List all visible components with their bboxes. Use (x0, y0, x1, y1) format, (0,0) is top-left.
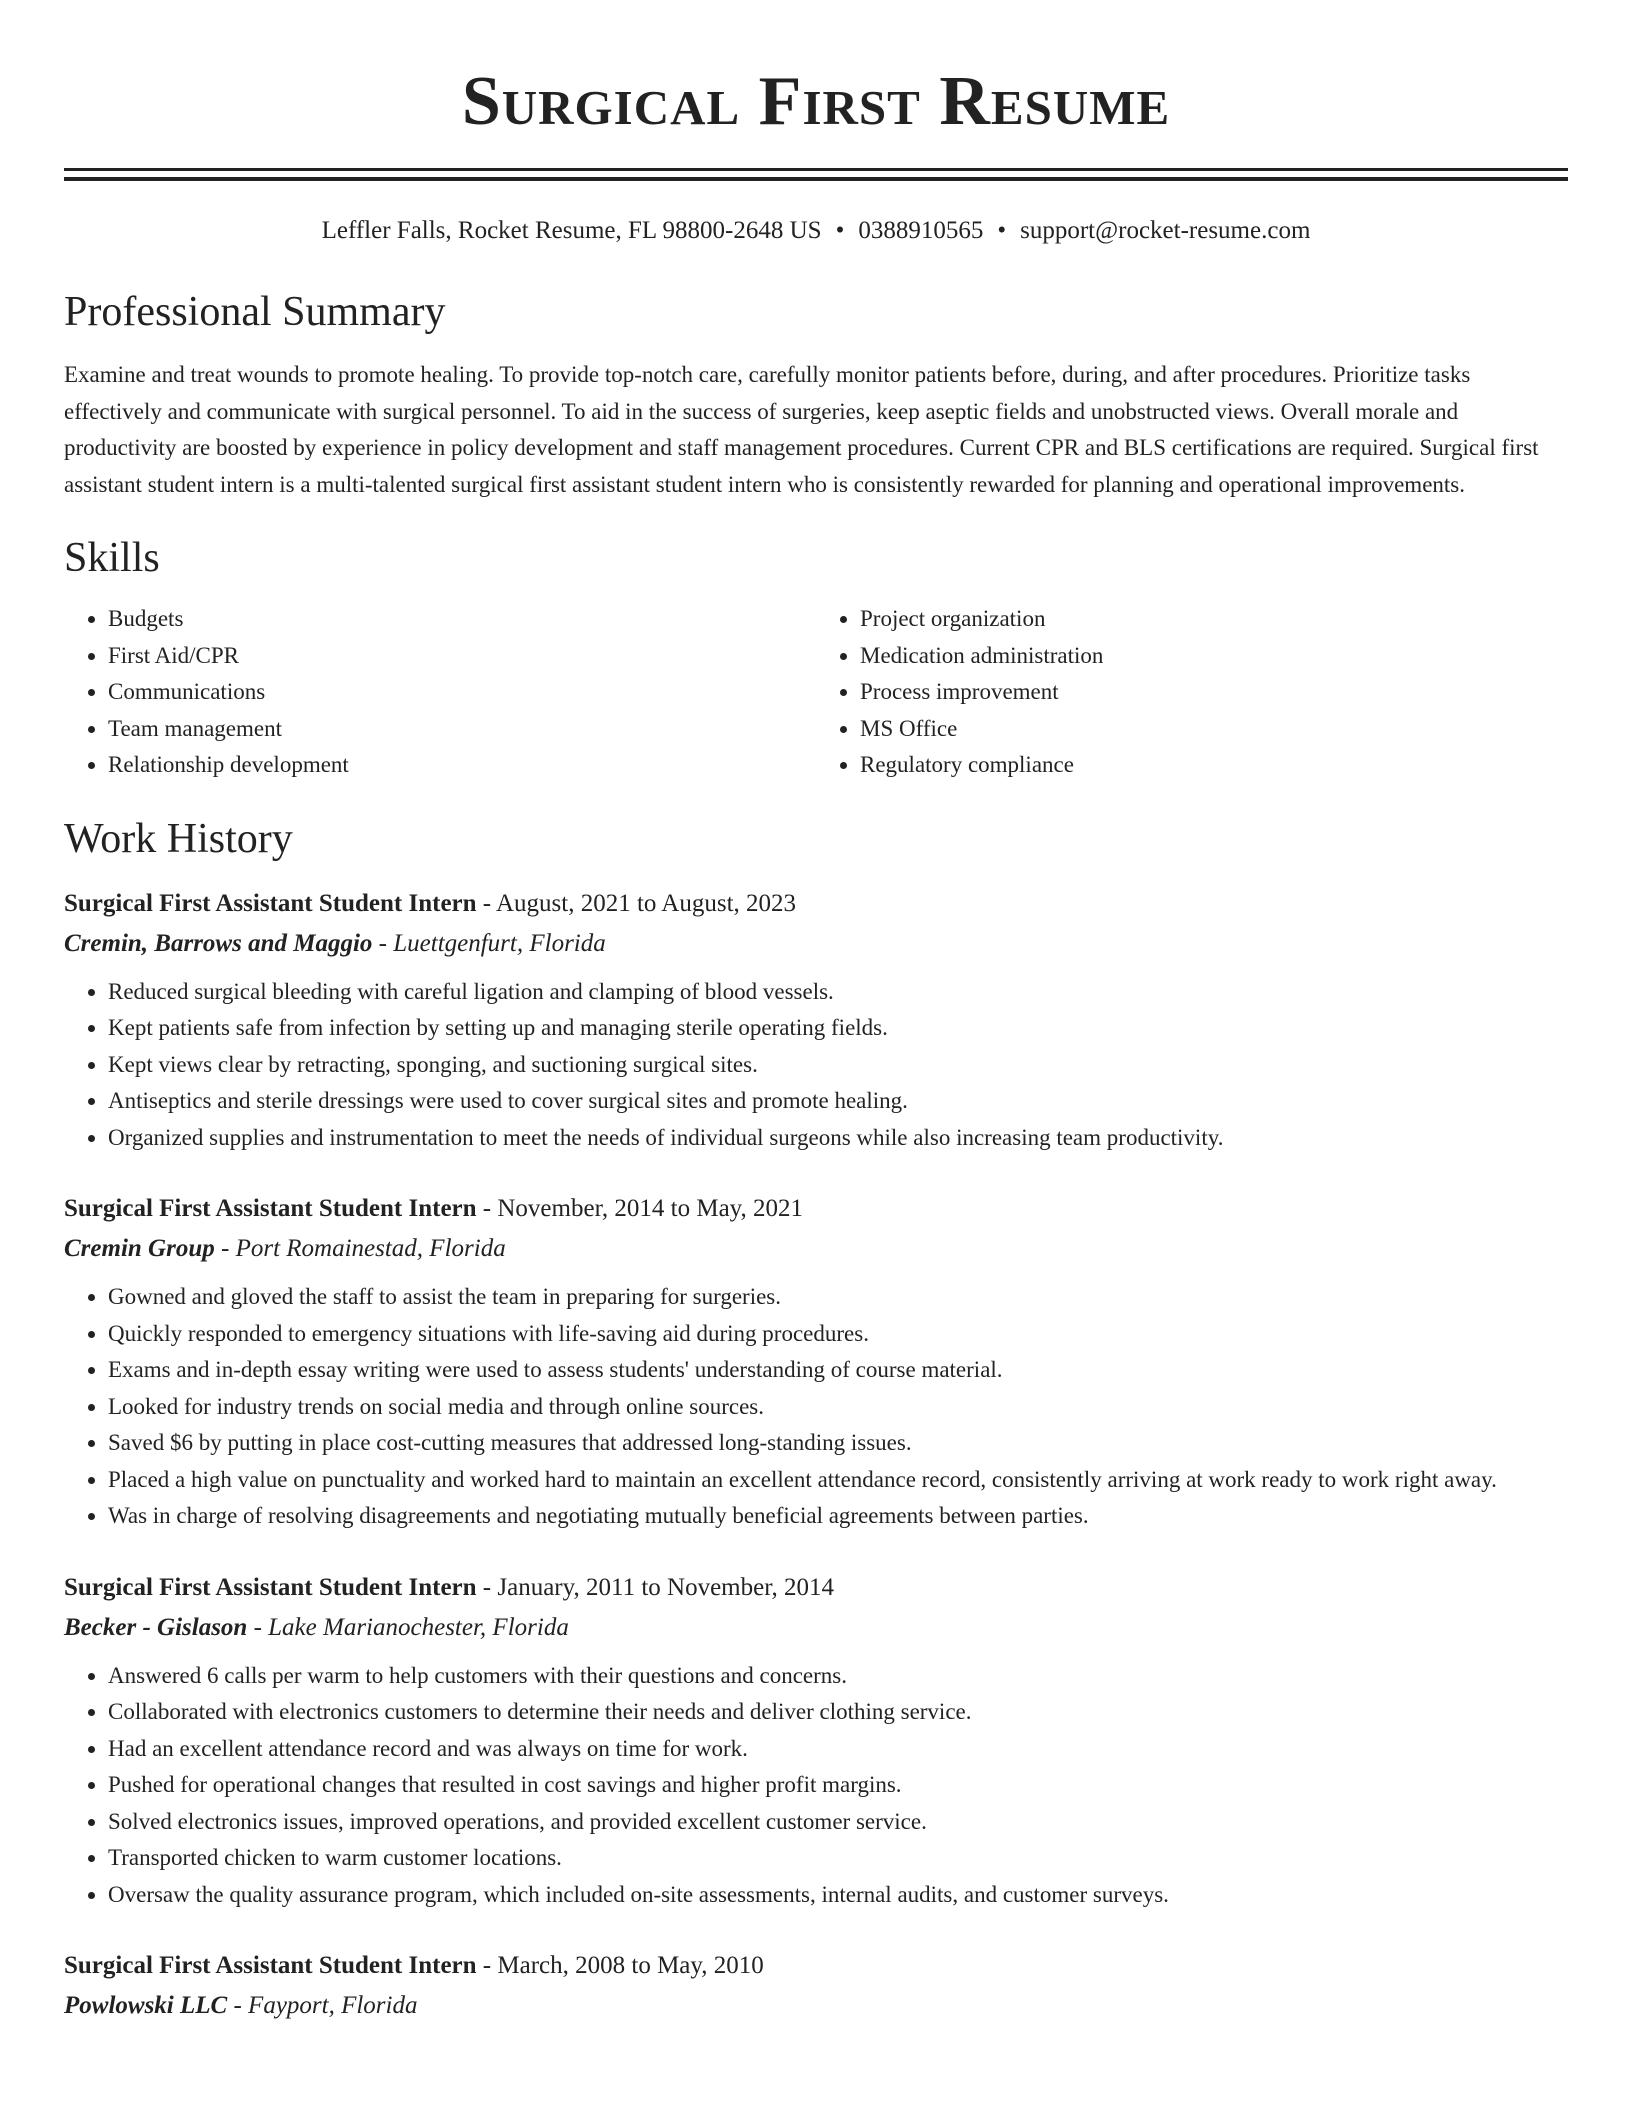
job-duty-item: • Reduced surgical bleeding with careful ligation and clamping of blood vessels. (108, 974, 1568, 1011)
skill-item: • Project organization (860, 601, 1568, 638)
skill-item: • Medication administration (860, 638, 1568, 675)
job-location: Fayport, Florida (248, 1992, 418, 2019)
job-duty-item: • Saved $6 by putting in place cost-cutting measures that addressed long-standing issues. (108, 1425, 1568, 1462)
job-dates: March, 2008 to May, 2010 (497, 1952, 764, 1979)
job-duties-list (64, 1658, 1568, 1914)
job-title: Surgical First Assistant Student Intern (64, 889, 477, 917)
title-divider (64, 168, 1568, 181)
job-dates: January, 2011 to November, 2014 (497, 1573, 835, 1601)
job-duty-item: • Was in charge of resolving disagreements and negotiating mutually beneficial agreements between parties. (108, 1498, 1568, 1535)
job-duty-item: • Transported chicken to warm customer locations. (108, 1840, 1568, 1877)
job-duty-item: • Placed a high value on punctuality and worked hard to maintain an excellent attendance record, consistently arriving at work ready to work right away. (108, 1462, 1568, 1499)
job-duty-item: • Quickly responded to emergency situations with life-saving aid during procedures. (108, 1316, 1568, 1353)
job-header (64, 1568, 1568, 1608)
job-title-separator: - (476, 1195, 498, 1222)
job-duties-list (64, 1279, 1568, 1535)
job-duty-item: • Looked for industry trends on social media and through online sources. (108, 1389, 1568, 1426)
contact-address: Leffler Falls, Rocket Resume, FL 98800-2648 US (321, 217, 822, 244)
bullet-separator: • (835, 217, 845, 244)
job-company: Cremin Group (64, 1235, 215, 1262)
job-company-separator: - (214, 1235, 236, 1262)
job-title-separator: - (476, 889, 496, 917)
job-duty-item: • Answered 6 calls per warm to help customers with their questions and concerns. (108, 1658, 1568, 1695)
job-employer (64, 1986, 1568, 2026)
skills-columns (64, 601, 1568, 784)
summary-text: Examine and treat wounds to promote healing. To provide top-notch care, carefully monitor patients before, during, and after procedures. Prioritize tasks effectively and communicate with surgical personnel. To aid in the success of surgeries, keep aseptic fields and unobstructed views. Overall morale and productivity are boosted by experience in policy development and staff management procedures. Current CPR and BLS certifications are required. Surgical first assistant student intern is a multi-talented surgical first assistant student intern who is consistently rewarded for planning and operational improvements. (64, 362, 1539, 497)
job-title: Surgical First Assistant Student Intern (64, 1195, 477, 1222)
job-duty-item: • Antiseptics and sterile dressings were used to cover surgical sites and promote healing. (108, 1083, 1568, 1120)
skills-heading: Skills (64, 535, 160, 581)
job-employer (64, 924, 1568, 964)
job-company: Becker - Gislason (64, 1613, 248, 1641)
work-history-heading: Work History (64, 815, 293, 862)
job-company-separator: - (372, 929, 394, 957)
job-company: Powlowski LLC (64, 1992, 228, 2019)
page-title: Surgical First Resume (461, 63, 1171, 140)
divider-line-top (64, 168, 1568, 171)
job-title: Surgical First Assistant Student Intern (64, 1952, 477, 1979)
job-header (64, 1946, 1568, 1986)
bullet-separator: • (997, 217, 1007, 244)
skill-item: • Regulatory compliance (860, 747, 1568, 784)
job-duties-list (64, 974, 1568, 1157)
divider-line-bottom (64, 177, 1568, 181)
job-duty-item: • Pushed for operational changes that resulted in cost savings and higher profit margins. (108, 1767, 1568, 1804)
job-entry (64, 1189, 1568, 1535)
job-entry (64, 1568, 1568, 1914)
job-title: Surgical First Assistant Student Intern (64, 1573, 477, 1601)
job-company-separator: - (247, 1613, 269, 1641)
skill-item: • Process improvement (860, 674, 1568, 711)
job-location: Lake Marianochester, Florida (268, 1613, 569, 1641)
job-location: Port Romainestad, Florida (235, 1235, 506, 1262)
job-duty-item: • Kept patients safe from infection by setting up and managing sterile operating fields. (108, 1010, 1568, 1047)
job-dates: August, 2021 to August, 2023 (496, 889, 797, 917)
job-location: Luettgenfurt, Florida (393, 929, 606, 957)
job-duty-item: • Exams and in-depth essay writing were used to assess students' understanding of course material. (108, 1352, 1568, 1389)
contact-phone: 0388910565 (858, 217, 984, 244)
job-duty-item: • Organized supplies and instrumentation to meet the needs of individual surgeons while also increasing team productivity. (108, 1120, 1568, 1157)
contact-line (64, 215, 1568, 247)
skills-list-right (816, 601, 1568, 784)
job-entry (64, 1946, 1568, 2026)
job-company-separator: - (227, 1992, 249, 2019)
skill-item: • Communications (108, 674, 816, 711)
job-duty-item: • Collaborated with electronics customers to determine their needs and deliver clothing service. (108, 1694, 1568, 1731)
job-company: Cremin, Barrows and Maggio (64, 929, 373, 957)
job-duty-item: • Oversaw the quality assurance program, which included on-site assessments, internal audits, and customer surveys. (108, 1877, 1568, 1914)
job-duty-item: • Gowned and gloved the staff to assist the team in preparing for surgeries. (108, 1279, 1568, 1316)
skill-item: • Budgets (108, 601, 816, 638)
job-entry (64, 884, 1568, 1157)
work-history-list (64, 884, 1568, 2027)
job-dates: November, 2014 to May, 2021 (497, 1195, 804, 1222)
contact-email: support@rocket-resume.com (1020, 217, 1311, 244)
job-title-separator: - (476, 1573, 498, 1601)
skill-item: • MS Office (860, 711, 1568, 748)
job-header (64, 884, 1568, 924)
job-title-separator: - (476, 1952, 498, 1979)
job-duty-item: • Had an excellent attendance record and was always on time for work. (108, 1731, 1568, 1768)
skill-item: • Relationship development (108, 747, 816, 784)
job-employer (64, 1229, 1568, 1269)
skills-list-left (64, 601, 816, 784)
job-duty-item: • Solved electronics issues, improved operations, and provided excellent customer service. (108, 1804, 1568, 1841)
job-duty-item: • Kept views clear by retracting, sponging, and suctioning surgical sites. (108, 1047, 1568, 1084)
skill-item: • First Aid/CPR (108, 638, 816, 675)
job-header (64, 1189, 1568, 1229)
summary-heading: Professional Summary (64, 289, 446, 335)
job-employer (64, 1608, 1568, 1648)
skill-item: • Team management (108, 711, 816, 748)
